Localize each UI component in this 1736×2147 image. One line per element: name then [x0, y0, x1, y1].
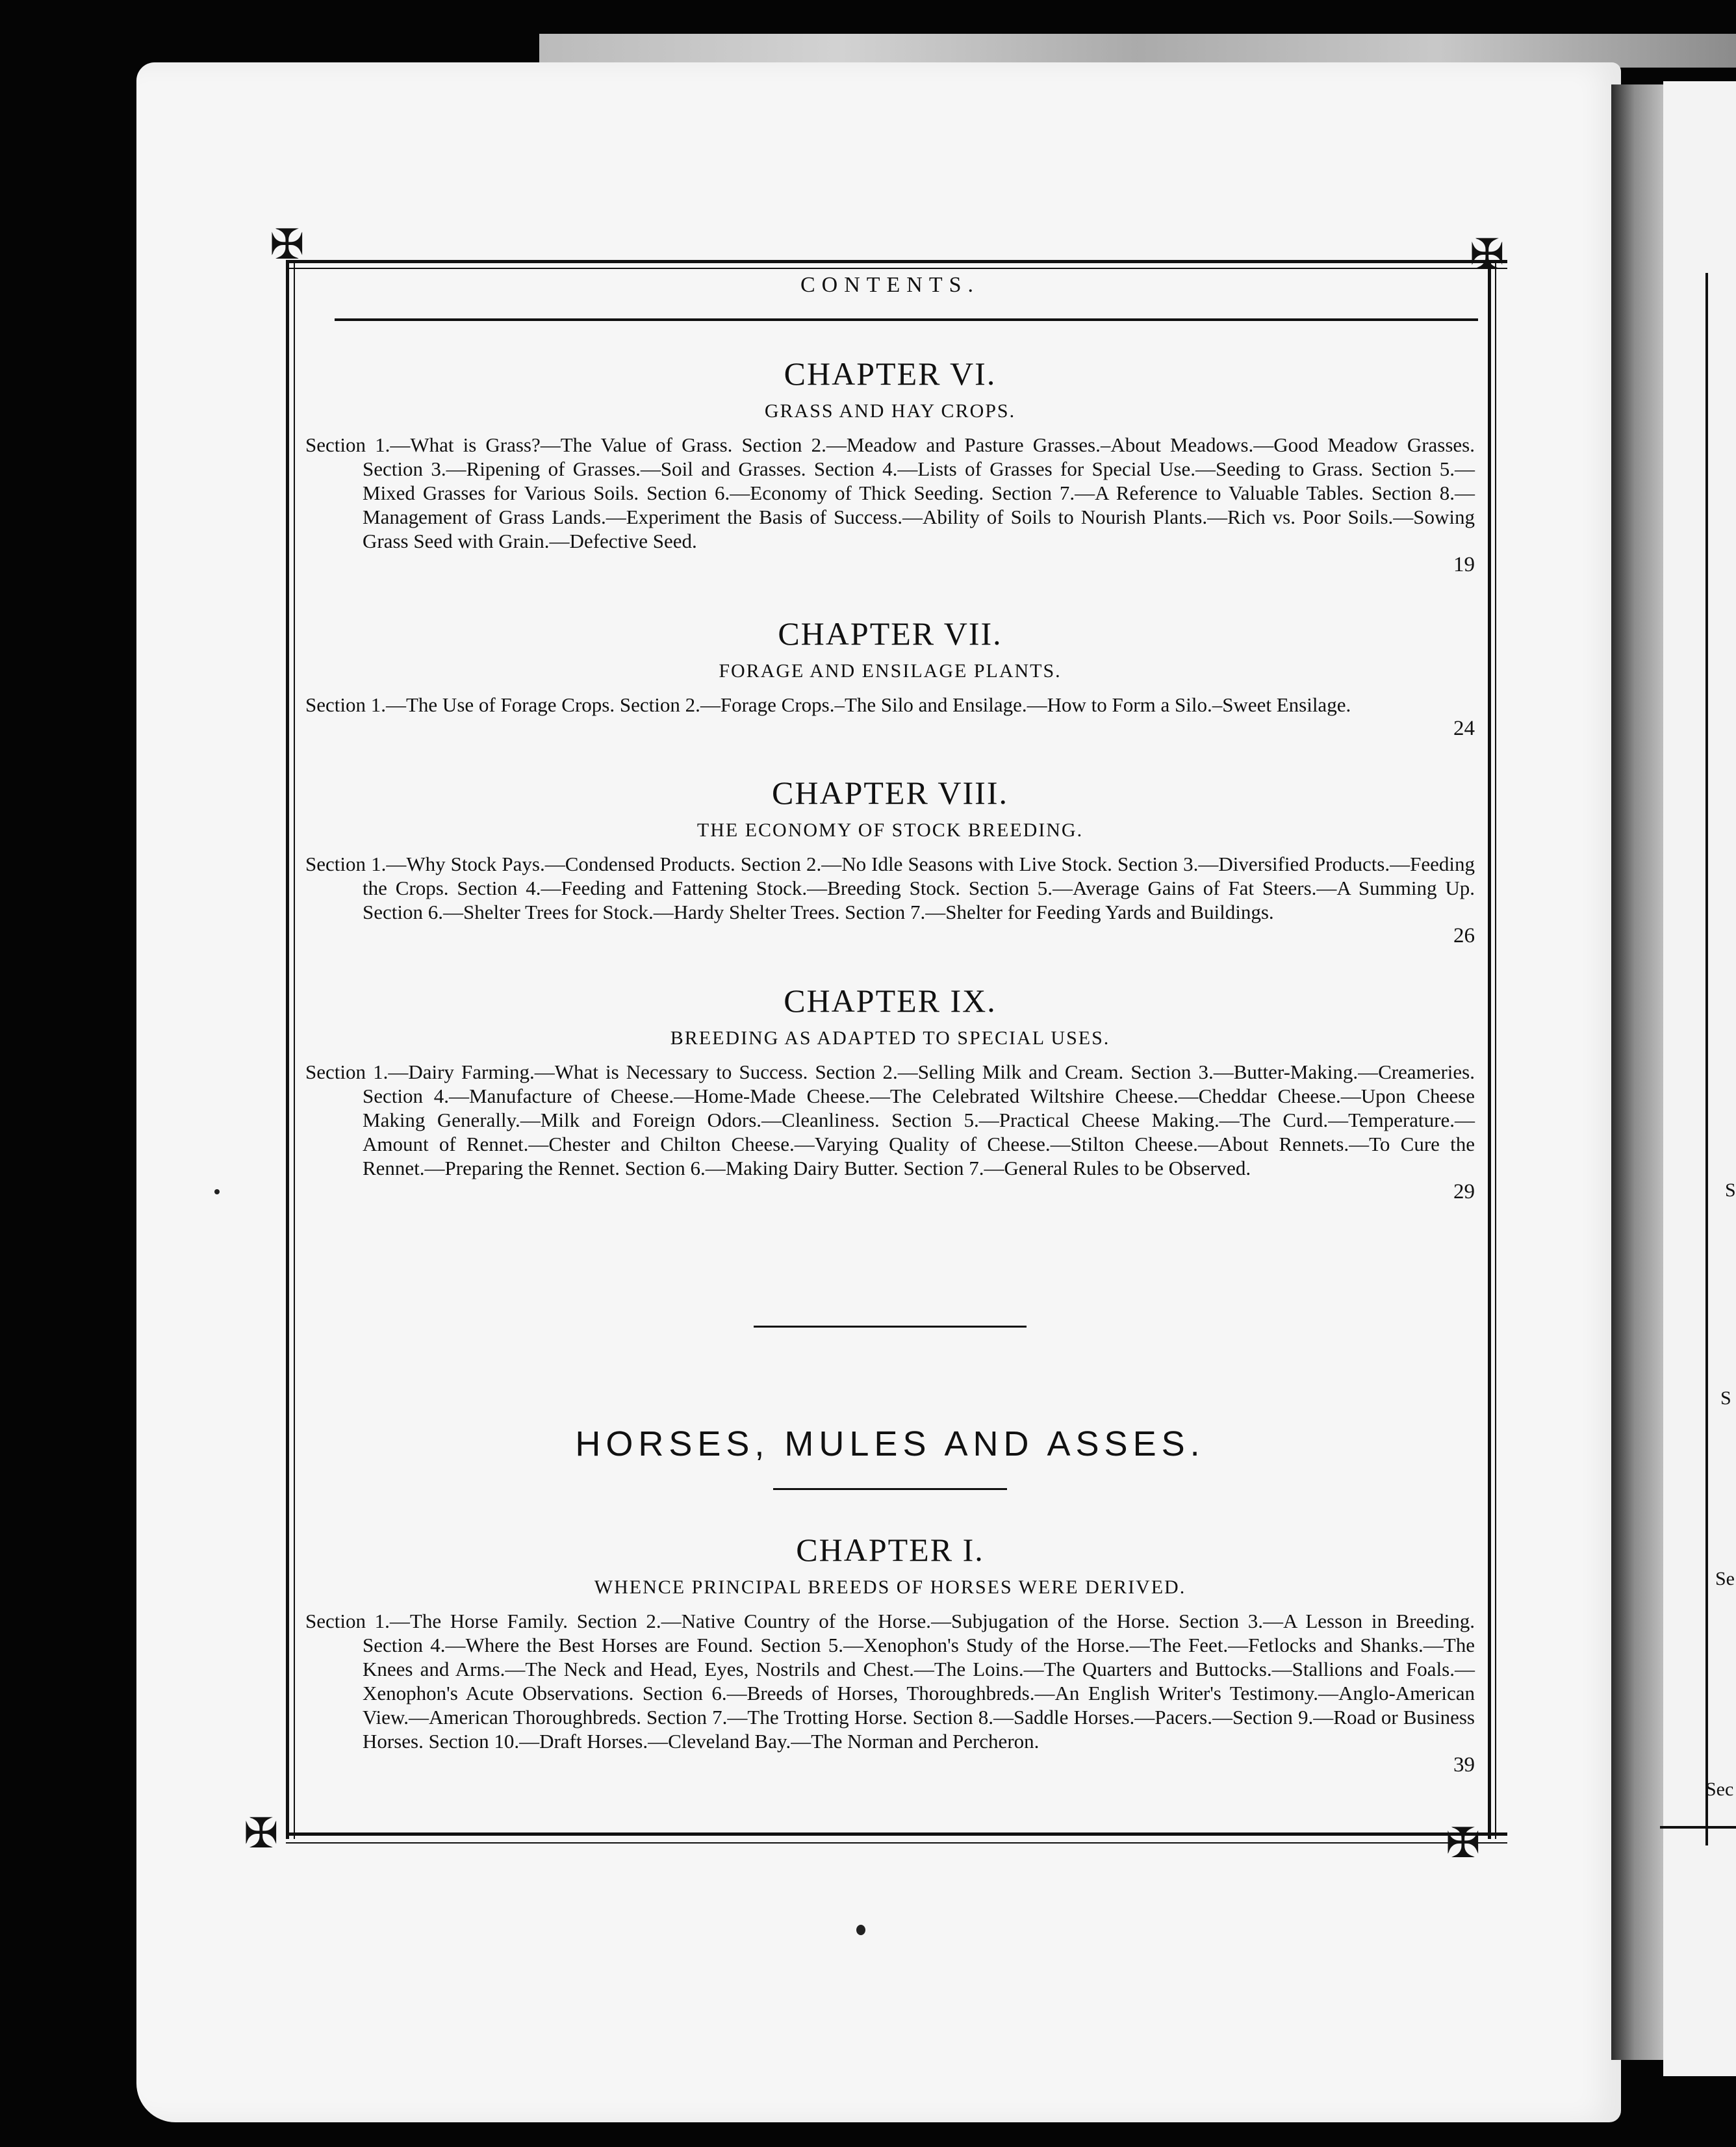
frame-left-line [286, 260, 289, 1839]
frame-bottom-line [286, 1832, 1507, 1836]
chapter-title: CHAPTER VIII. [772, 775, 1008, 811]
chapter-sections: Section 1.—The Use of Forage Crops. Section 2.—Forage Crops.–The Silo and Ensilage.—How to Form a Silo.–Sweet Ensilage. [305, 693, 1351, 716]
right-page-border [1705, 273, 1708, 1845]
chapter-entry [305, 1534, 1475, 1777]
fleuron-ornament-icon: ✠ [244, 1810, 279, 1857]
right-page-fragment: Se [1715, 1568, 1735, 1589]
chapter-title: CHAPTER I. [796, 1532, 984, 1568]
frame-right-line [1488, 260, 1491, 1839]
right-page-border-bottom [1660, 1826, 1736, 1829]
chapter-title: CHAPTER VII. [778, 615, 1002, 652]
chapter-entry [305, 984, 1475, 1204]
chapter-page-number: 29 [1453, 1180, 1475, 1203]
frame-right-thin [1495, 260, 1496, 1839]
chapter-sections: Section 1.—What is Grass?—The Value of Grass. Section 2.—Meadow and Pasture Grasses.–About Meadows.—Good Meadow Grasses. Section 3.—Ripening of Grasses.—Soil and Grasses. Section 4.—Lists of Grasses for Special Use.—Seeding to Grass. Section 5.—Mixed Grasses for Various Soils. Section 6.—Economy of Thick Seeding. Section 7.—A Reference to Valuable Tables. Section 8.—Management of Grass Lands.—Experiment the Basis of Success.—Ability of Soils to Nourish Plants.—Rich vs. Poor Soils.—Sowing Grass Seed with Grain.—Defective Seed. [305, 433, 1475, 552]
chapter-entry [305, 357, 1475, 577]
right-page-fragment: S [1720, 1387, 1731, 1409]
chapter-page-number: 19 [1453, 553, 1475, 576]
chapter-page-number: 26 [1453, 924, 1475, 947]
chapter-subtitle: BREEDING AS ADAPTED TO SPECIAL USES. [670, 1027, 1110, 1049]
ink-speck [214, 1189, 220, 1194]
chapter-subtitle: THE ECONOMY OF STOCK BREEDING. [696, 819, 1084, 841]
fleuron-ornament-icon: ✠ [1446, 1820, 1481, 1866]
book-gutter [1611, 84, 1670, 2060]
head-rule [335, 318, 1478, 321]
right-page-fragment: Sec [1705, 1779, 1734, 1800]
chapter-title: CHAPTER VI. [784, 355, 997, 392]
chapter-page-number: 24 [1453, 717, 1475, 740]
frame-bottom-thin [286, 1842, 1507, 1844]
chapter-subtitle: FORAGE AND ENSILAGE PLANTS. [719, 660, 1062, 682]
chapter-entry [305, 617, 1475, 741]
ink-speck [856, 1925, 865, 1935]
chapter-sections: Section 1.—Why Stock Pays.—Condensed Products. Section 2.—No Idle Seasons with Live Stock. Section 3.—Diversified Products.—Feeding the Crops. Section 4.—Feeding and Fattening Stock.—Breeding Stock. Section 5.—Average Gains of Fat Steers.—A Summing Up. Section 6.—Shelter Trees for Stock.—Hardy Shelter Trees. Section 7.—Shelter for Feeding Yards and Buildings. [305, 853, 1475, 923]
chapter-subtitle: GRASS AND HAY CROPS. [764, 400, 1016, 422]
chapter-sections: Section 1.—Dairy Farming.—What is Necessary to Success. Section 2.—Selling Milk and Cream. Section 3.—Butter-Making.—Creameries. Section 4.—Manufacture of Cheese.—Home-Made Cheese.—The Celebrated Wiltshire Cheese.—Cheddar Cheese.—Upon Cheese Making Generally.—Milk and Foreign Odors.—Cleanliness. Section 5.—Practical Cheese Making.—The Curd.—Temperature.—Amount of Rennet.—Chester and Chilton Cheese.—Varying Quality of Cheese.—Stilton Cheese.—About Rennets.—To Cure the Rennet.—Preparing the Rennet. Section 6.—Making Dairy Butter. Section 7.—General Rules to be Observed. [305, 1061, 1475, 1179]
chapter-page-number: 39 [1453, 1753, 1475, 1777]
running-head: CONTENTS. [800, 273, 980, 297]
frame-left-thin [294, 260, 295, 1839]
chapter-title: CHAPTER IX. [784, 983, 997, 1019]
section-divider [754, 1326, 1027, 1328]
fleuron-ornament-icon: ✠ [270, 222, 305, 268]
chapter-entry [305, 777, 1475, 948]
right-page-edge [1663, 81, 1736, 2076]
part-title: HORSES, MULES AND ASSES. [575, 1424, 1205, 1463]
frame-top-line [286, 260, 1507, 263]
chapter-subtitle: WHENCE PRINCIPAL BREEDS OF HORSES WERE DERIVED. [594, 1576, 1186, 1598]
chapter-sections: Section 1.—The Horse Family. Section 2.—Native Country of the Horse.—Subjugation of the Horse. Section 3.—A Lesson in Breeding. Section 4.—Where the Best Horses are Found. Section 5.—Xenophon's Study of the Horse.—The Feet.—Fetlocks and Shanks.—The Knees and Arms.—The Neck and Head, Eyes, Nostrils and Chest.—The Loins.—The Quarters and Buttocks.—Stallions and Foals.—Xenophon's Acute Observations. Section 6.—Breeds of Horses, Thoroughbreds.—An English Writer's Testimony.—Anglo-American View.—American Thoroughbreds. Section 7.—The Trotting Horse. Section 8.—Saddle Horses.—Pacers.—Section 9.—Road or Business Horses. Section 10.—Draft Horses.—Cleveland Bay.—The Norman and Percheron. [305, 1610, 1475, 1753]
part-divider [773, 1488, 1007, 1490]
frame-top-thin [286, 268, 1507, 269]
fleuron-ornament-icon: ✠ [1470, 231, 1505, 277]
right-page-fragment: S [1725, 1179, 1736, 1201]
